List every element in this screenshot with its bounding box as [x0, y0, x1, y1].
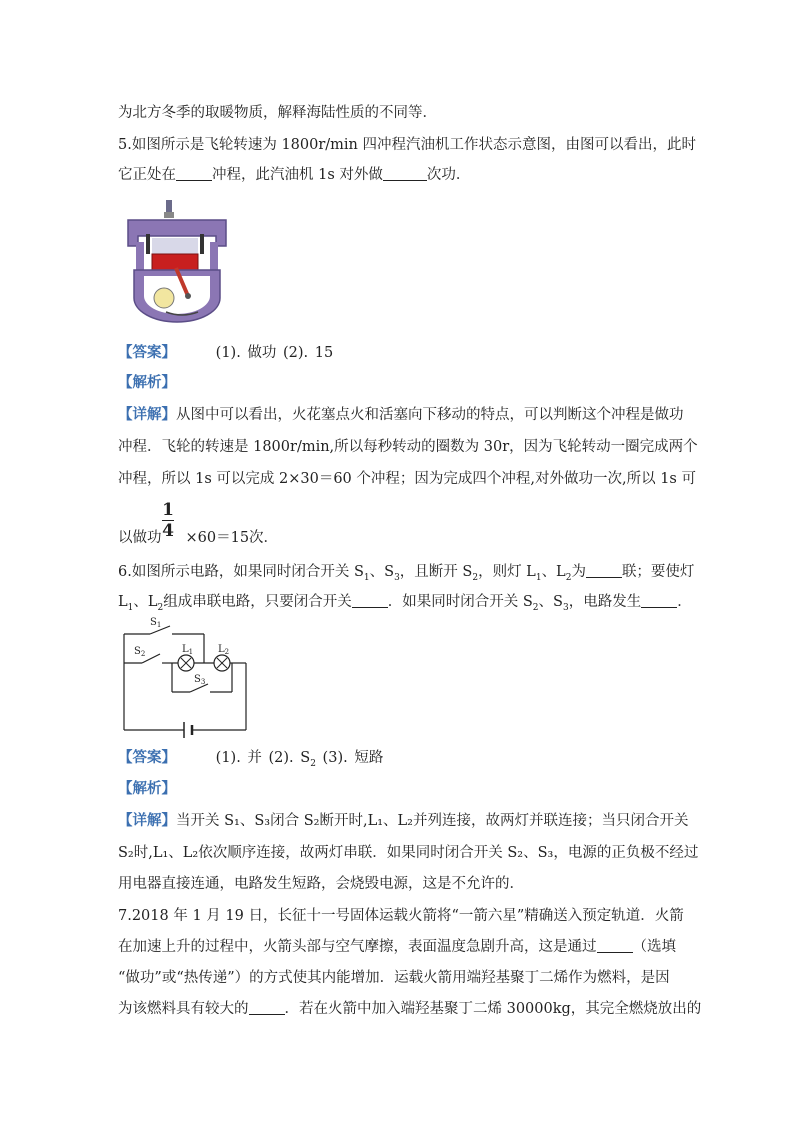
q7-blank-1[interactable] — [597, 938, 633, 953]
q6-blank-2[interactable] — [352, 593, 388, 608]
circuit-diagram — [120, 614, 252, 738]
q7-text-line1: 7.2018 年 1 月 19 日，长征十一号固体运载火箭将“一箭六星”精确送入预定轨道．火箭 — [118, 908, 684, 924]
q6-text-line2: $L_1$、$L_2$组成串联电路，只要闭合开关 ．如果同时闭合开关 $S_2$、$S_3$，电路发生 ． — [118, 594, 692, 613]
spark-plug — [166, 200, 172, 214]
lamp-l1 — [178, 655, 194, 671]
q5-detail-line1: 【详解】从图中可以看出，火花塞点火和活塞向下移动的特点，可以判断这个冲程是做功 — [118, 406, 684, 423]
q5-blank-1[interactable] — [176, 166, 212, 181]
q6-blank-3[interactable] — [641, 593, 677, 608]
q6-text-line1: 6.如图所示电路，如果同时闭合开关 $S_1$、$S_3$，且断开 $S_2$，则灯 $L_1$、$L_2$为 联；要使灯 — [118, 564, 695, 583]
flywheel — [154, 288, 174, 308]
q7-text-line2: 在加速上升的过程中，火箭头部与空气摩擦，表面温度急剧升高，这是通过 （选填 — [118, 939, 676, 955]
label-s1: $S_1$ — [150, 617, 162, 629]
q6-detail-line1: 【详解】当开关 S₁、S₃闭合 S₂断开时,L₁、L₂并列连接，故两灯并联连接；当只闭合开关 — [118, 812, 689, 829]
q5-detail-line3: 冲程，所以 1s 可以完成 2×30＝60 个冲程；因为完成四个冲程,对外做功一次,所以 1s 可 — [118, 471, 696, 487]
label-s3: $S_3$ — [194, 674, 206, 686]
q6-analysis-label: 【解析】 — [118, 780, 176, 797]
lamp-l2 — [214, 655, 230, 671]
label-s2: $S_2$ — [134, 646, 146, 658]
q6-answer: 【答案】 (1). 并 (2). $S_2$ (3). 短路 — [118, 749, 384, 769]
fraction-one-quarter: 1 4 — [162, 500, 174, 541]
engine-diagram — [122, 198, 232, 324]
intro-text: 为北方冬季的取暖物质，解释海陆性质的不同等． — [118, 105, 437, 121]
q6-detail-line3: 用电器直接连通，电路发生短路，会烧毁电源，这是不允许的． — [118, 876, 524, 892]
label-l2: $L_2$ — [218, 644, 230, 656]
label-l1: $L_1$ — [182, 644, 194, 656]
q6-detail-line2: S₂时,L₁、L₂依次顺序连接，故两灯串联．如果同时闭合开关 S₂、S₃，电源的正负极不经过 — [118, 845, 699, 861]
q5-text-line2: 它正处在 冲程，此汽油机 1s 对外做 次功． — [118, 167, 471, 183]
q5-answer: 【答案】 (1). 做功 (2). 15 — [118, 344, 334, 361]
q6-blank-1[interactable] — [586, 563, 622, 578]
q7-text-line3: “做功”或“热传递”）的方式使其内能增加．运载火箭用端羟基聚丁二烯作为燃料，是因 — [118, 970, 670, 986]
q5-detail-line2: 冲程．飞轮的转速是 1800r/min,所以每秒转动的圈数为 30r，因为飞轮转动一圈完成两个 — [118, 439, 698, 455]
q7-blank-2[interactable] — [249, 1000, 285, 1015]
q5-detail-line4: 以做功 ×60＝15次． — [118, 530, 279, 546]
q7-text-line4: 为该燃料具有较大的 ．若在火箭中加入端羟基聚丁二烯 30000kg，其完全燃烧放出的 — [118, 1001, 702, 1017]
q5-text-line1: 5.如图所示是飞轮转速为 1800r/min 四冲程汽油机工作状态示意图，由图可以看出，此时 — [118, 137, 696, 153]
q5-blank-2[interactable] — [383, 166, 427, 181]
q5-analysis-label: 【解析】 — [118, 374, 176, 391]
